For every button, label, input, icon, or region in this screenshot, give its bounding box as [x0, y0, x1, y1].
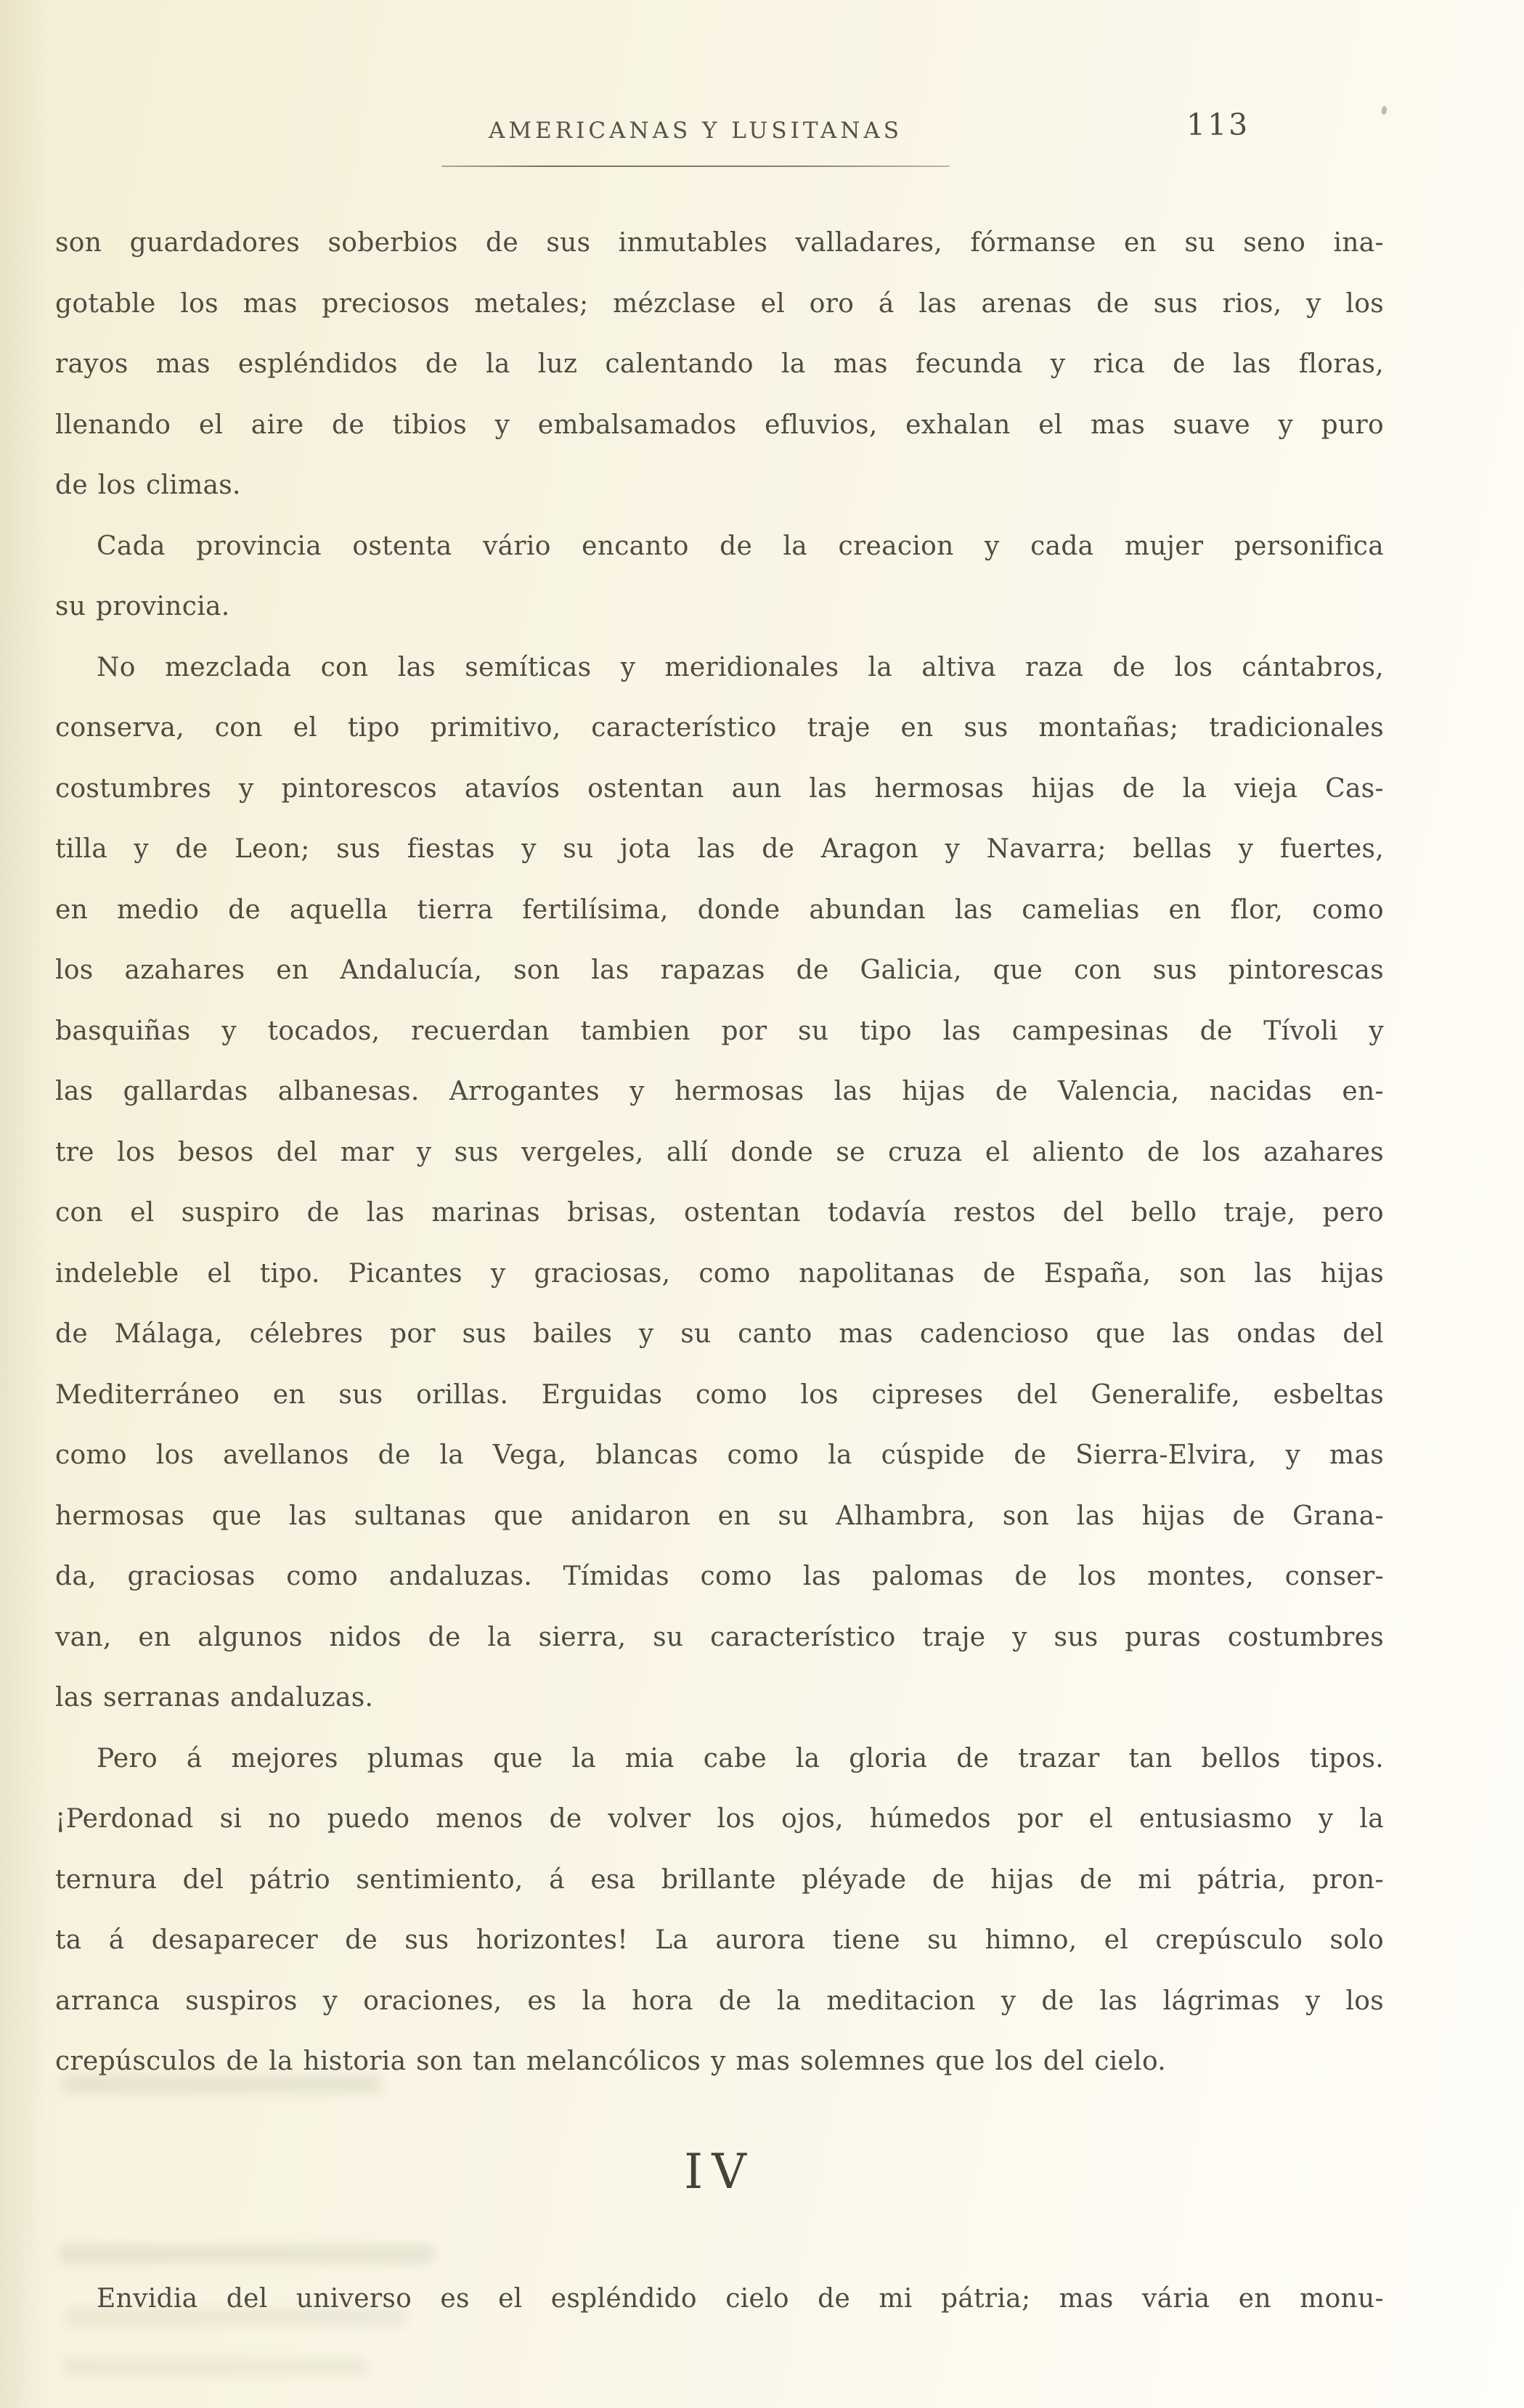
- text-line: Cada provincia ostenta vário encanto de la creacion y cada mujer personifica: [97, 531, 1384, 561]
- text-line: ternura del pátrio sentimiento, á esa brillante pléyade de hijas de mi pátria, pron-: [55, 1864, 1384, 1895]
- text-line: tilla y de Leon; sus fiestas y su jota las de Aragon y Navarra; bellas y fuertes,: [55, 834, 1384, 864]
- text-line: las serranas andaluzas.: [55, 1683, 374, 1713]
- text-column: [55, 213, 1384, 2092]
- text-line: da, graciosas como andaluzas. Tímidas como las palomas de los montes, conser-: [55, 1562, 1384, 1591]
- text-line: en medio de aquella tierra fertilísima, donde abundan las camelias en flor, como: [55, 894, 1384, 925]
- text-line: indeleble el tipo. Picantes y graciosas, como napolitanas de España, son las hijas: [55, 1258, 1384, 1289]
- ghost-text-artifact: [58, 2245, 436, 2264]
- text-line: hermosas que las sultanas que anidaron en su Alhambra, son las hijas de Grana-: [55, 1501, 1384, 1531]
- text-line: Pero á mejores plumas que la mia cabe la gloria de trazar tan bellos tipos.: [97, 1743, 1384, 1774]
- text-line: con el suspiro de las marinas brisas, ostentan todavía restos del bello traje, pero: [55, 1198, 1384, 1228]
- paragraph: [55, 1729, 1384, 2092]
- ink-speck: [1381, 105, 1388, 115]
- text-line: llenando el aire de tibios y embalsamados efluvios, exhalan el mas suave y puro: [55, 409, 1384, 440]
- text-line: arranca suspiros y oraciones, es la hora de la meditacion y de las lágrimas y los: [55, 1985, 1384, 2016]
- text-line: crepúsculos de la historia son tan melancólicos y mas solemnes que los del cielo.: [55, 2046, 1167, 2076]
- text-line: basquiñas y tocados, recuerdan tambien por su tipo las campesinas de Tívoli y: [55, 1016, 1384, 1046]
- text-line: gotable los mas preciosos metales; mézclase el oro á las arenas de sus rios, y los: [55, 288, 1384, 319]
- paragraph: [55, 637, 1384, 1729]
- page-number: 113: [1186, 107, 1250, 142]
- text-line: Envidia del universo es el espléndido cielo de mi pátria; mas vária en monu-: [97, 2284, 1384, 2314]
- text-line: de los climas.: [55, 470, 241, 500]
- text-line: como los avellanos de la Vega, blancas como la cúspide de Sierra-Elvira, y mas: [55, 1440, 1384, 1470]
- paragraph: [55, 2269, 1384, 2330]
- page-edge-shading: [0, 0, 51, 2408]
- running-header: [0, 0, 1524, 189]
- text-line: costumbres y pintorescos atavíos ostentan aun las hermosas hijas de la vieja Cas-: [55, 773, 1384, 804]
- text-line: los azahares en Andalucía, son las rapazas de Galicia, que con sus pintorescas: [55, 955, 1384, 985]
- text-line: van, en algunos nidos de la sierra, su característico traje y sus puras costumbres: [55, 1622, 1384, 1652]
- text-line: rayos mas espléndidos de la luz calentando la mas fecunda y rica de las floras,: [55, 349, 1384, 379]
- text-line: son guardadores soberbios de sus inmutables valladares, fórmanse en su seno ina-: [55, 228, 1384, 258]
- text-line: de Málaga, célebres por sus bailes y su canto mas cadencioso que las ondas del: [55, 1319, 1384, 1349]
- section-heading: IV: [684, 2144, 755, 2200]
- text-line: Mediterráneo en sus orillas. Erguidas como los cipreses del Generalife, esbeltas: [55, 1379, 1384, 1410]
- text-line: tre los besos del mar y sus vergeles, allí donde se cruza el aliento de los azahares: [55, 1137, 1384, 1167]
- text-line: ta á desaparecer de sus horizontes! La aurora tiene su himno, el crepúsculo solo: [55, 1925, 1384, 1955]
- text-line: las gallardas albanesas. Arrogantes y hermosas las hijas de Valencia, nacidas en-: [55, 1077, 1384, 1106]
- text-line: conserva, con el tipo primitivo, característico traje en sus montañas; tradicionales: [55, 713, 1384, 743]
- paragraph: [55, 516, 1384, 637]
- text-line: su provincia.: [55, 592, 230, 621]
- ghost-text-artifact: [62, 2358, 367, 2375]
- running-header-title: AMERICANAS Y LUSITANAS: [489, 118, 902, 144]
- header-rule: [441, 166, 950, 167]
- paragraph: [55, 213, 1384, 516]
- text-line: ¡Perdonad si no puedo menos de volver los ojos, húmedos por el entusiasmo y la: [55, 1804, 1384, 1834]
- text-line: No mezclada con las semíticas y meridionales la altiva raza de los cántabros,: [97, 652, 1384, 682]
- tail-column: [55, 2269, 1384, 2330]
